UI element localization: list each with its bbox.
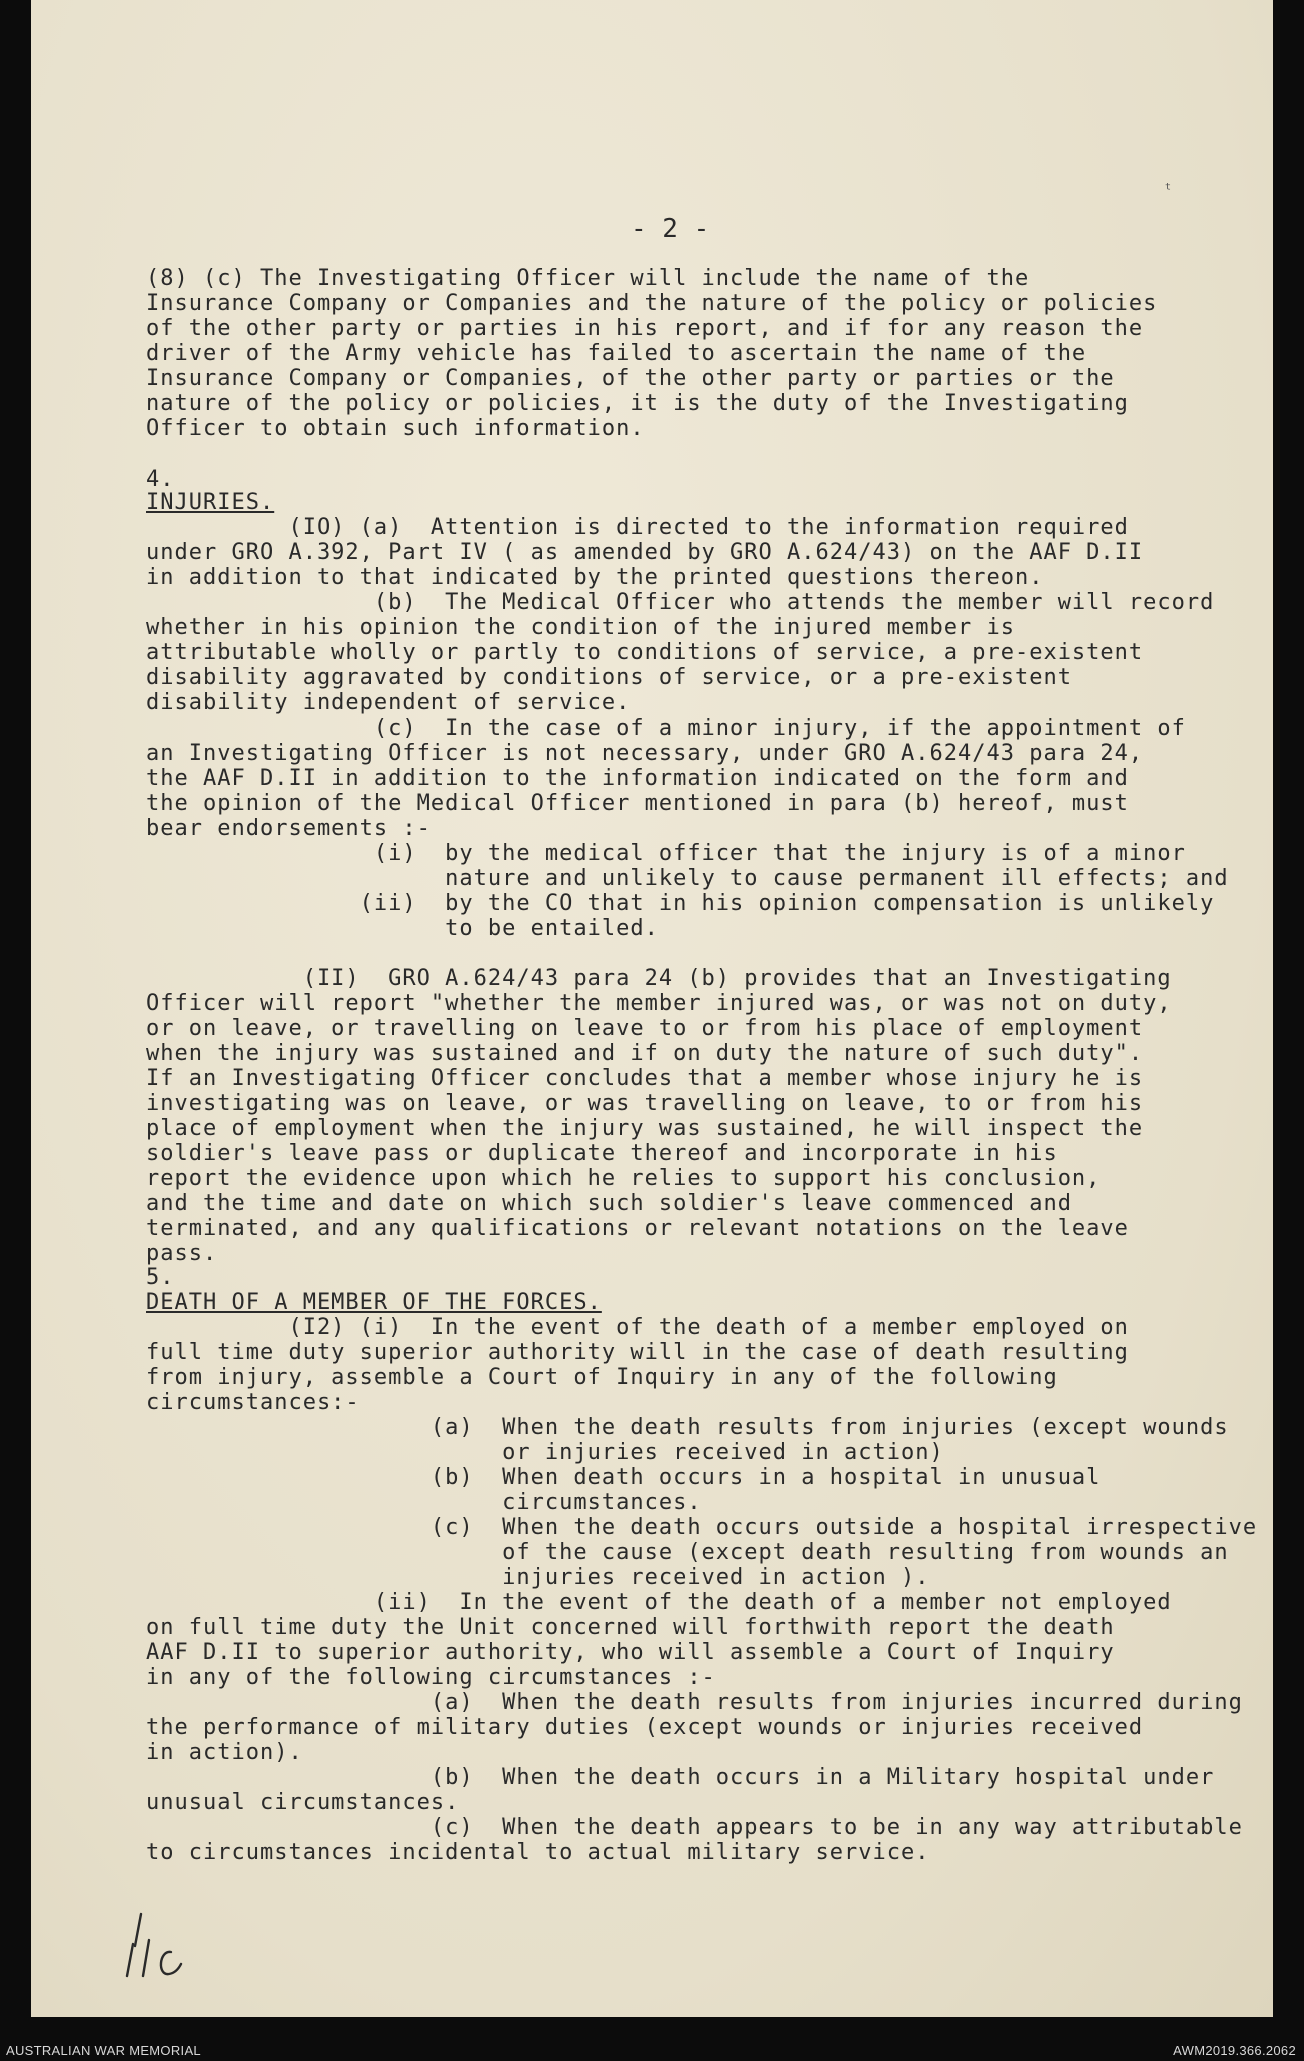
body-line: place of employment when the injury was sustained, he will inspect the (146, 1116, 1144, 1141)
body-line: Insurance Company or Companies and the nature of the policy or policies (146, 291, 1158, 316)
body-line: of the other party or parties in his report, and if for any reason the (146, 316, 1144, 341)
body-line: soldier's leave pass or duplicate thereof and incorporate in his (146, 1141, 1058, 1166)
body-line: in addition to that indicated by the printed questions thereon. (146, 565, 1044, 590)
body-line: whether in his opinion the condition of the injured member is (146, 615, 1015, 640)
body-line: to be entailed. (146, 916, 659, 941)
body-line: to circumstances incidental to actual military service. (146, 1840, 930, 1865)
page-number: - 2 - (631, 214, 710, 244)
body-line: and the time and date on which such soldier's leave commenced and (146, 1191, 1072, 1216)
body-line: (a) When the death results from injuries incurred during (146, 1690, 1243, 1715)
body-line: the AAF D.II in addition to the information indicated on the form and (146, 766, 1129, 791)
body-line: or on leave, or travelling on leave to or from his place of employment (146, 1016, 1144, 1041)
document-page (31, 0, 1273, 2017)
body-line: Insurance Company or Companies, of the other party or parties or the (146, 366, 1115, 391)
body-line: pass. (146, 1241, 218, 1266)
body-line: (ii) by the CO that in his opinion compensation is unlikely (146, 891, 1215, 916)
body-line: circumstances:- (146, 1390, 360, 1415)
section-heading: INJURIES. (146, 490, 275, 515)
body-line: If an Investigating Officer concludes that a member whose injury he is (146, 1066, 1144, 1091)
body-line: (a) When the death results from injuries (except wounds (146, 1415, 1229, 1440)
section-heading: DEATH OF A MEMBER OF THE FORCES. (146, 1290, 602, 1315)
body-line: (I2) (i) In the event of the death of a member employed on (146, 1315, 1129, 1340)
body-line: (II) GRO A.624/43 para 24 (b) provides that an Investigating (146, 966, 1172, 991)
body-line: Officer to obtain such information. (146, 416, 645, 441)
body-line: (8) (c) The Investigating Officer will include the name of the (146, 266, 1030, 291)
body-line: Officer will report "whether the member injured was, or was not on duty, (146, 991, 1172, 1016)
body-line: or injuries received in action) (146, 1440, 944, 1465)
body-line: of the cause (except death resulting from wounds an (146, 1540, 1229, 1565)
archive-reference: AWM2019.366.2062 (1173, 2043, 1296, 2058)
body-line: when the injury was sustained and if on duty the nature of such duty". (146, 1041, 1144, 1066)
section-number: 5. (146, 1265, 175, 1290)
body-line: investigating was on leave, or was travelling on leave, to or from his (146, 1091, 1144, 1116)
body-line: disability independent of service. (146, 690, 631, 715)
body-line: in action). (146, 1740, 303, 1765)
handwritten-initials (119, 1910, 199, 1980)
body-line: circumstances. (146, 1490, 702, 1515)
body-line: nature and unlikely to cause permanent ill effects; and (146, 866, 1229, 891)
section-number: 4. (146, 467, 175, 492)
body-line: (b) When the death occurs in a Military hospital under (146, 1765, 1215, 1790)
body-line: under GRO A.392, Part IV ( as amended by GRO A.624/43) on the AAF D.II (146, 540, 1144, 565)
body-line: report the evidence upon which he relies to support his conclusion, (146, 1166, 1101, 1191)
body-line: nature of the policy or policies, it is the duty of the Investigating (146, 391, 1129, 416)
body-line: bear endorsements :- (146, 816, 431, 841)
body-line: the performance of military duties (except wounds or injuries received (146, 1715, 1144, 1740)
body-line: injuries received in action ). (146, 1565, 930, 1590)
body-line: (b) When death occurs in a hospital in unusual (146, 1465, 1101, 1490)
body-line: an Investigating Officer is not necessary, under GRO A.624/43 para 24, (146, 741, 1144, 766)
body-line: unusual circumstances. (146, 1790, 460, 1815)
body-line: the opinion of the Medical Officer mentioned in para (b) hereof, must (146, 791, 1129, 816)
archive-credit: AUSTRALIAN WAR MEMORIAL (6, 2043, 201, 2058)
body-line: AAF D.II to superior authority, who will assemble a Court of Inquiry (146, 1640, 1115, 1665)
body-line: attributable wholly or partly to conditions of service, a pre-existent (146, 640, 1144, 665)
body-line: (c) When the death occurs outside a hospital irrespective (146, 1515, 1258, 1540)
body-line: in any of the following circumstances :- (146, 1665, 716, 1690)
body-line: (b) The Medical Officer who attends the member will record (146, 590, 1215, 615)
body-line: full time duty superior authority will in the case of death resulting (146, 1340, 1129, 1365)
body-line: driver of the Army vehicle has failed to ascertain the name of the (146, 341, 1087, 366)
body-line: on full time duty the Unit concerned will forthwith report the death (146, 1615, 1115, 1640)
body-line: (i) by the medical officer that the injury is of a minor (146, 841, 1186, 866)
body-line: terminated, and any qualifications or relevant notations on the leave (146, 1216, 1129, 1241)
body-line: (IO) (a) Attention is directed to the information required (146, 515, 1129, 540)
body-line: (c) In the case of a minor injury, if the appointment of (146, 716, 1186, 741)
body-line: disability aggravated by conditions of service, or a pre-existent (146, 665, 1072, 690)
body-line: (c) When the death appears to be in any way attributable (146, 1815, 1243, 1840)
corner-mark: ᵗ (1163, 180, 1173, 199)
body-line: from injury, assemble a Court of Inquiry in any of the following (146, 1365, 1058, 1390)
body-line: (ii) In the event of the death of a member not employed (146, 1590, 1172, 1615)
